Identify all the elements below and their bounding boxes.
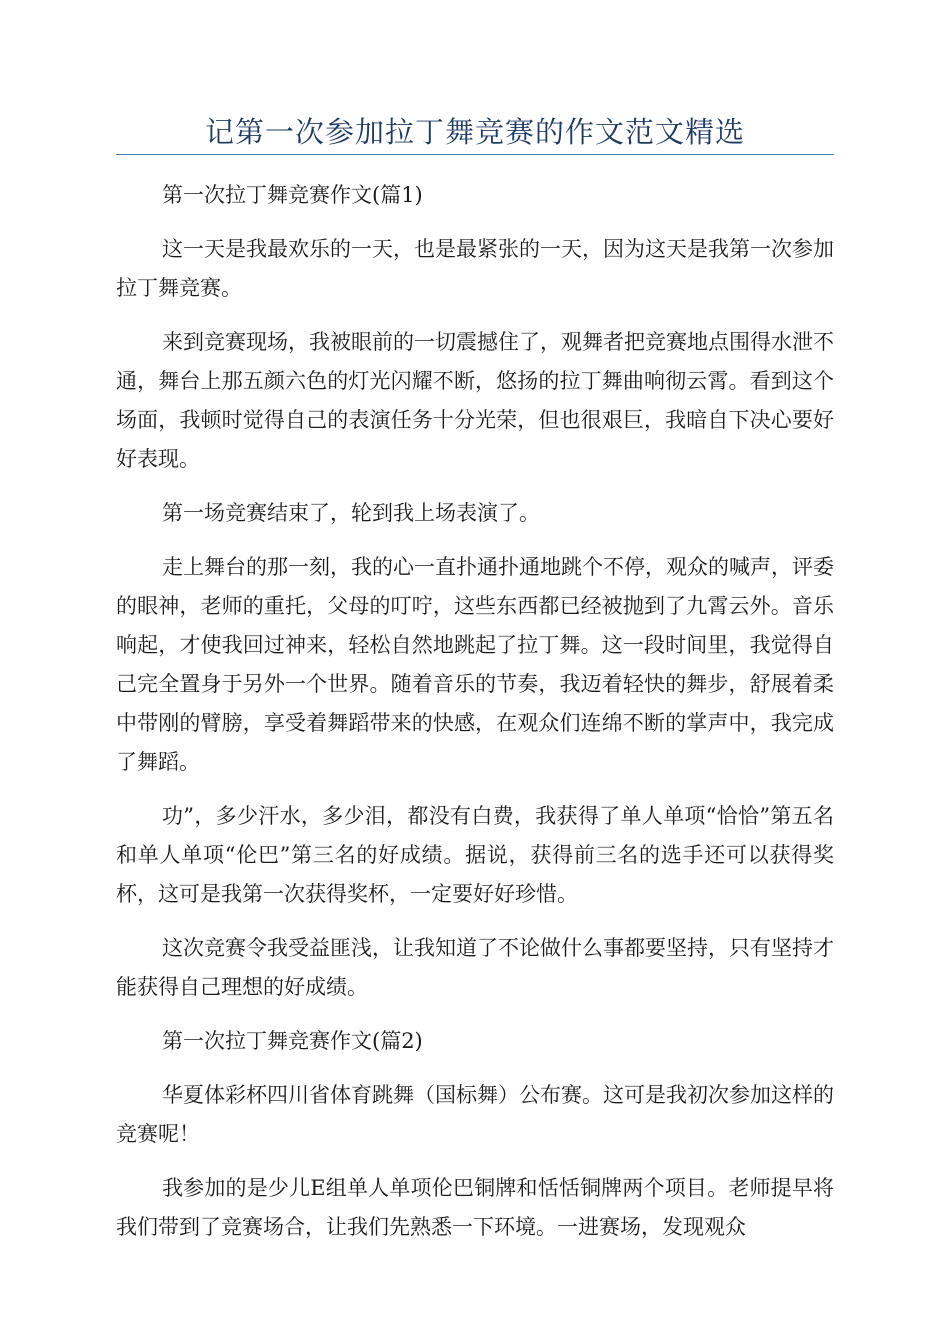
paragraph: 走上舞台的那一刻，我的心一直扑通扑通地跳个不停，观众的喊声，评委的眼神，老师的重托，父母的叮咛，这些东西都已经被抛到了九霄云外。音乐响起，才使我回过神来，轻松自然地跳起了拉丁舞。这一段时间里，我觉得自己完全置身于另外一个世界。随着音乐的节奏，我迈着轻快的舞步，舒展着柔中带刚的臂膀，享受着舞蹈带来的快感，在观众们连绵不断的掌声中，我完成了舞蹈。 [116,555,834,774]
paragraph: 功”，多少汗水，多少泪，都没有白费，我获得了单人单项“恰恰”第五名和单人单项“伦巴”第三名的好成绩。据说，获得前三名的选手还可以获得奖杯，这可是我第一次获得奖杯，一定要好好珍惜。 [116,804,834,906]
paragraph: 这一天是我最欢乐的一天，也是最紧张的一天，因为这天是我第一次参加拉丁舞竞赛。 [116,237,834,300]
title-underline [116,154,834,155]
paragraph: 我参加的是少儿E组单人单项伦巴铜牌和恬恬铜牌两个项目。老师提早将我们带到了竞赛场合，让我们先熟悉一下环境。一进赛场，发现观众 [116,1176,834,1239]
paragraph: 这次竞赛令我受益匪浅，让我知道了不论做什么事都要坚持，只有坚持才能获得自己理想的好成绩。 [116,936,834,999]
paragraph: 来到竞赛现场，我被眼前的一切震撼住了，观舞者把竞赛地点围得水泄不通，舞台上那五颜六色的灯光闪耀不断，悠扬的拉丁舞曲响彻云霄。看到这个场面，我顿时觉得自己的表演任务十分光荣，但也很艰巨，我暗自下决心要好好表现。 [116,330,834,471]
paragraph: 华夏体彩杯四川省体育跳舞（国标舞）公布赛。这可是我初次参加这样的竞赛呢！ [116,1083,834,1146]
paragraph: 第一场竞赛结束了，轮到我上场表演了。 [162,501,540,525]
document-title: 记第一次参加拉丁舞竞赛的作文范文精选 [204,115,745,149]
section-heading-1: 第一次拉丁舞竞赛作文(篇1) [162,183,423,207]
section-heading-2: 第一次拉丁舞竞赛作文(篇2) [162,1029,423,1053]
document-body [116,176,834,1262]
